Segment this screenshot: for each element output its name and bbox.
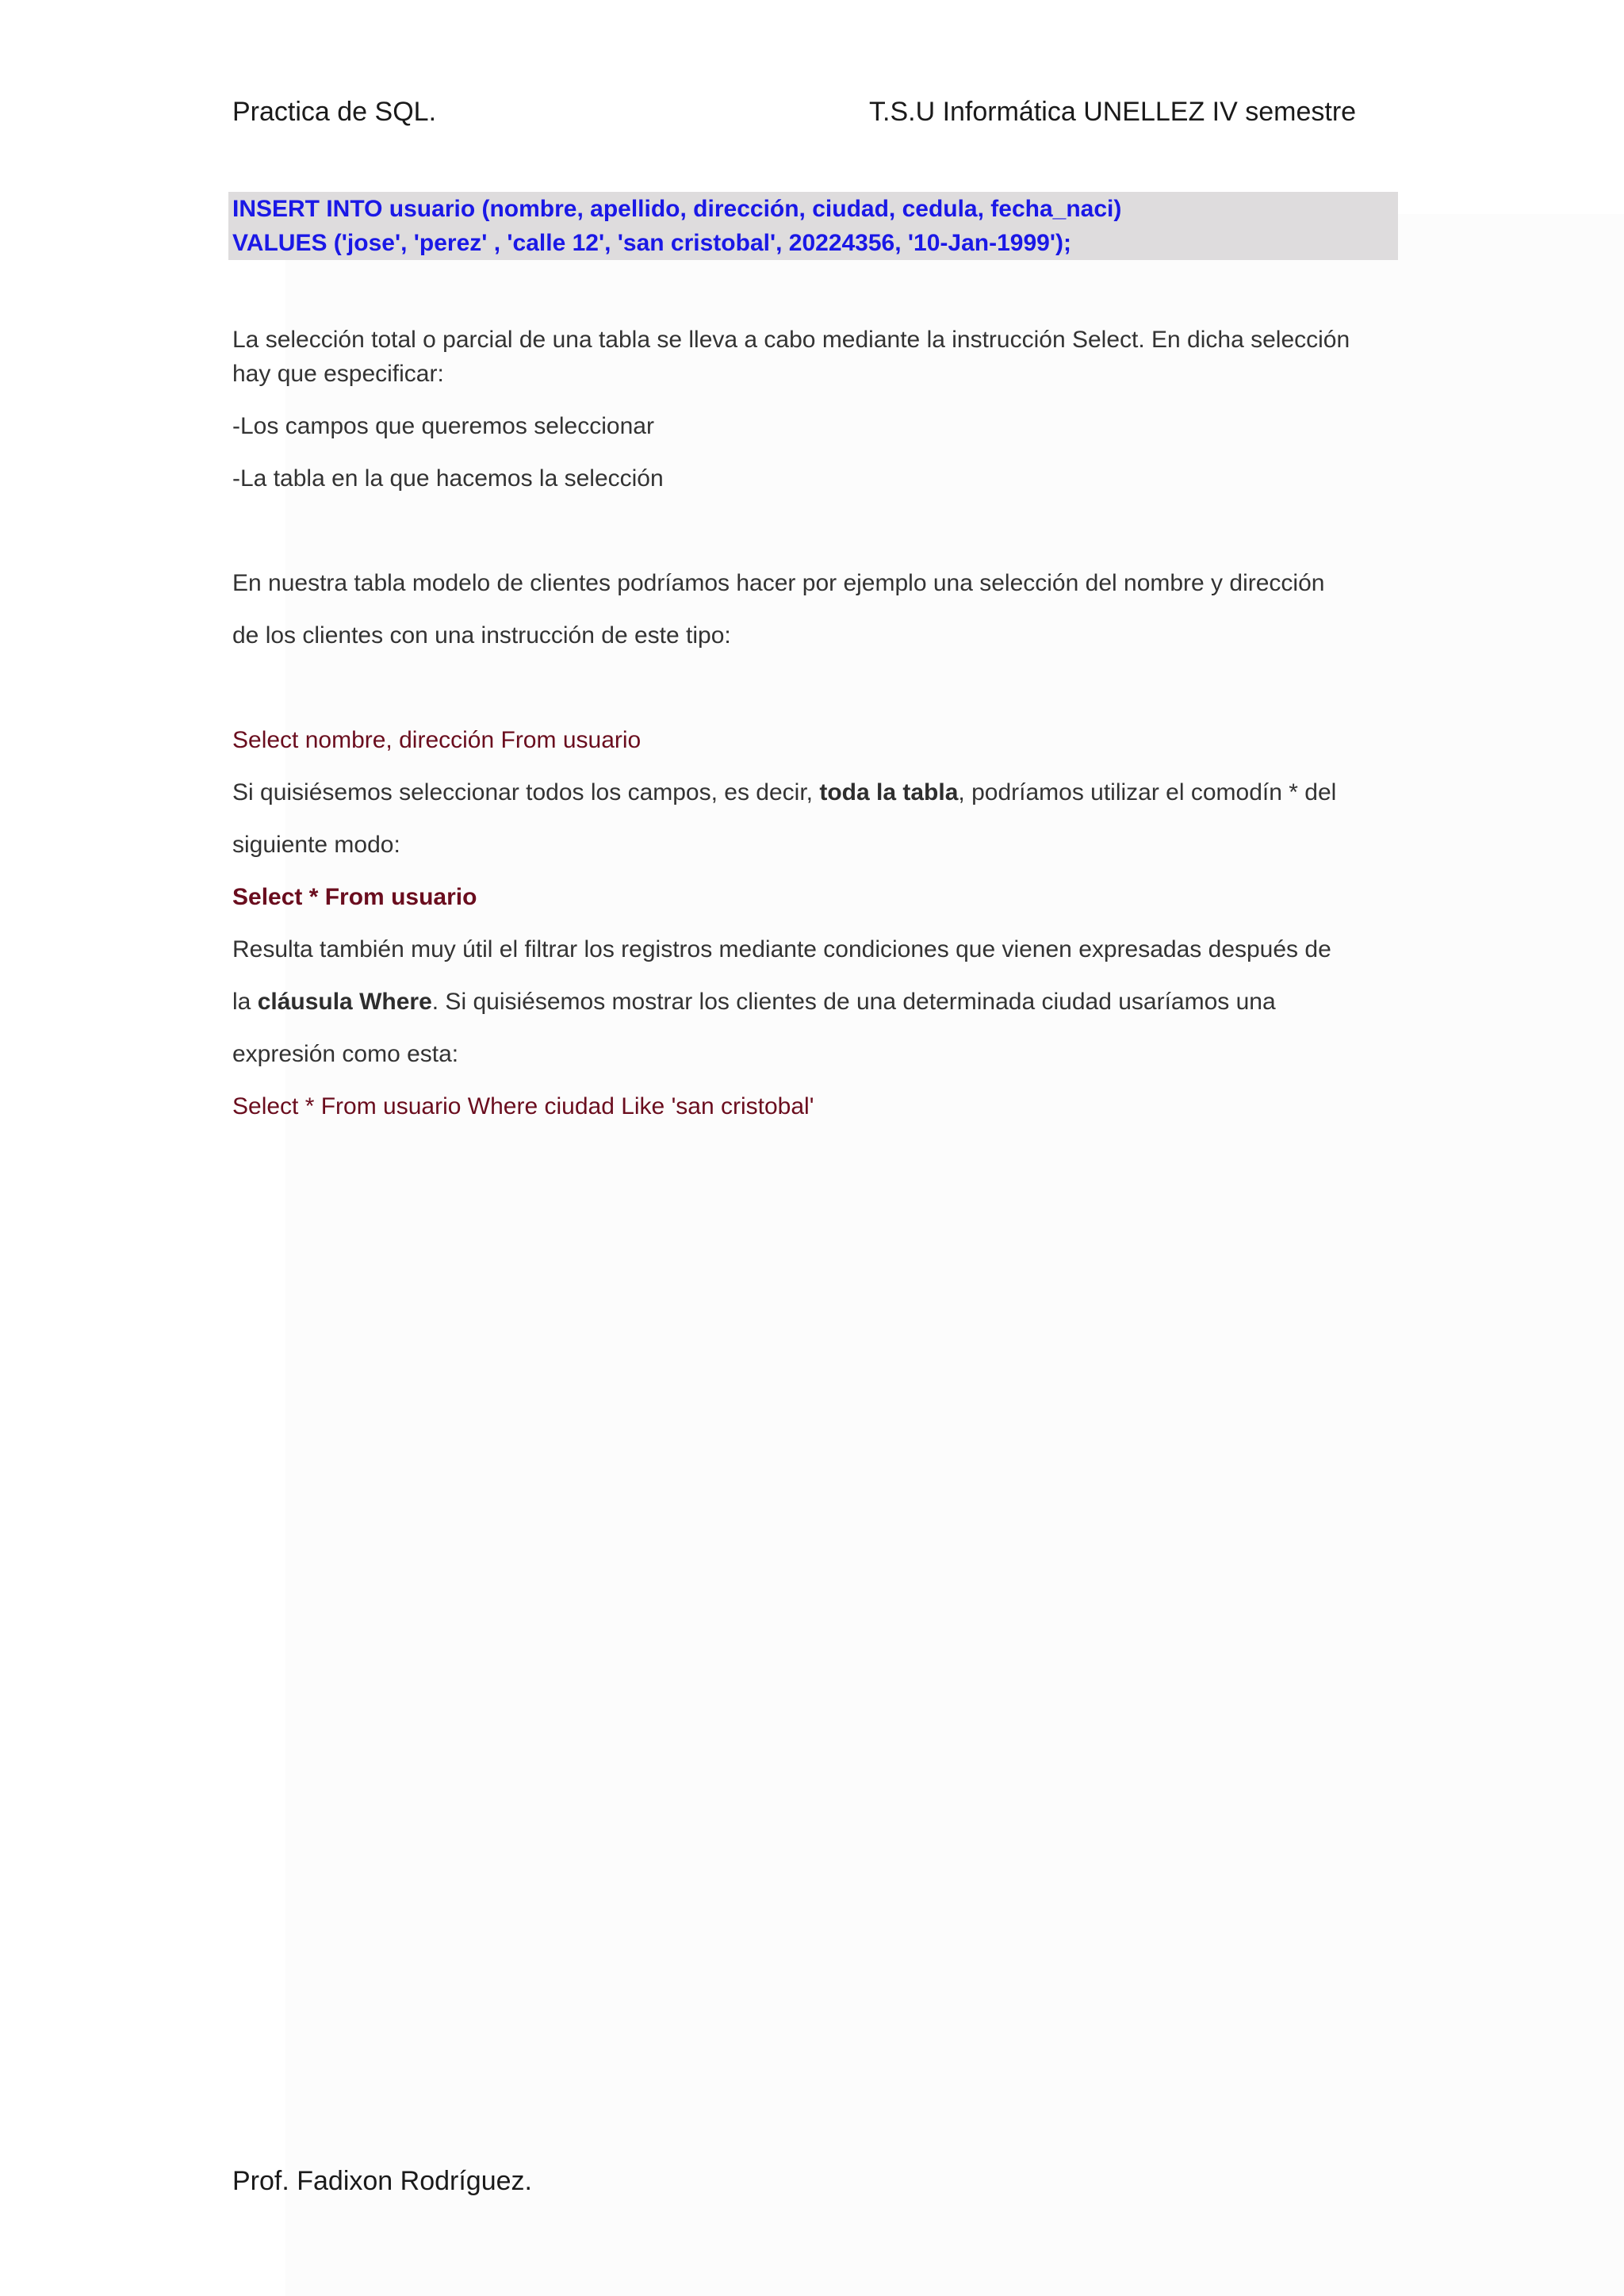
query-select-all: Select * From usuario <box>232 884 477 910</box>
filter-paragraph-line-3: expresión como esta: <box>232 1041 459 1067</box>
filter-paragraph-line-2 <box>232 989 1276 1016</box>
sql-insert-line-1: INSERT INTO usuario (nombre, apellido, dirección, ciudad, cedula, fecha_naci) <box>232 196 1122 222</box>
page-background-shade <box>285 214 1624 2296</box>
query-select-where: Select * From usuario Where ciudad Like 'san cristobal' <box>232 1093 814 1119</box>
intro-line-2: hay que especificar: <box>232 361 444 387</box>
filter-emphasis: cláusula Where <box>257 989 432 1015</box>
filter-paragraph-line-1: Resulta también muy útil el filtrar los registros mediante condiciones que vienen expresadas después de <box>232 936 1331 962</box>
intro-line-1: La selección total o parcial de una tabla se lleva a cabo mediante la instrucción Select. En dicha selección <box>232 327 1350 353</box>
example-line-1: En nuestra tabla modelo de clientes podríamos hacer por ejemplo una selección del nombre y dirección <box>232 570 1325 596</box>
bullet-tabla: -La tabla en la que hacemos la selección <box>232 465 664 492</box>
bullet-campos: -Los campos que queremos seleccionar <box>232 413 654 439</box>
wildcard-text-pre: Si quisiésemos seleccionar todos los campos, es decir, <box>232 779 820 806</box>
wildcard-paragraph-line-1 <box>232 779 1336 806</box>
wildcard-emphasis: toda la tabla <box>819 779 959 806</box>
header-title: Practica de SQL. <box>232 97 437 127</box>
filter-text-post: . Si quisiésemos mostrar los clientes de una determinada ciudad usaríamos una <box>431 989 1276 1015</box>
wildcard-text-post: , podríamos utilizar el comodín * del <box>958 779 1337 806</box>
sql-insert-block <box>228 192 1398 260</box>
query-select-columns: Select nombre, dirección From usuario <box>232 727 642 753</box>
footer-author: Prof. Fadixon Rodríguez. <box>232 2166 532 2196</box>
example-line-2: de los clientes con una instrucción de este tipo: <box>232 622 731 649</box>
sql-insert-line-2: VALUES ('jose', 'perez' , 'calle 12', 'san cristobal', 20224356, '10-Jan-1999'); <box>232 230 1071 256</box>
filter-text-pre: la <box>232 989 258 1015</box>
wildcard-paragraph-line-2: siguiente modo: <box>232 832 400 858</box>
header-course: T.S.U Informática UNELLEZ IV semestre <box>869 97 1357 127</box>
